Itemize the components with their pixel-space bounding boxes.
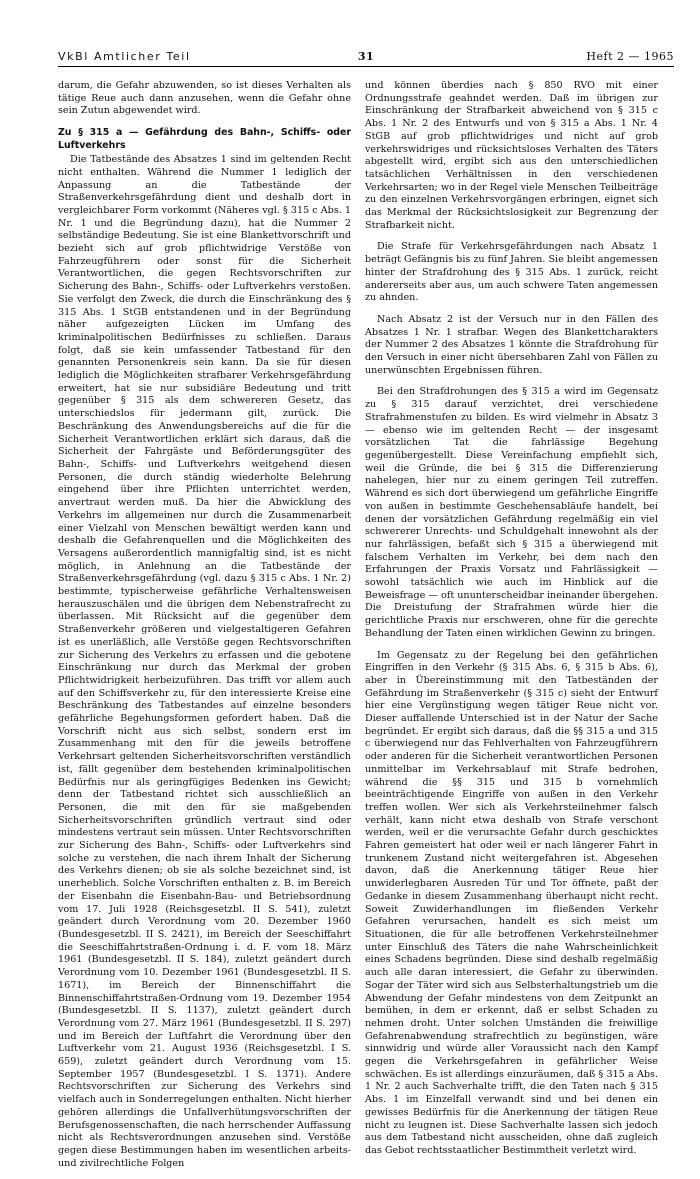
header-rule — [58, 66, 674, 67]
left-column — [58, 80, 351, 1179]
paragraph: Die Tatbestände des Absatzes 1 sind im geltenden Recht nicht enthalten. Während die Nummer 1 lediglich der Anpassung an die Tatbestände der Straßenverkehrsgefährdung dient und deshalb dort in vergleichbarer Form vorkommt (Näheres vgl. § 315 c Abs. 1 Nr. 1 und die Begründung dazu), hat die Nummer 2 selbständige Bedeutung. Sie ist eine Blankettvorschrift und bezieht sich auf grob pflichtwidrige Verstöße von Fahrzeugführern oder sonst für die Sicherheit Verantwortlichen, die gegen Rechtsvorschriften zur Sicherung des Bahn-, Schiffs- oder Luftverkehrs verstoßen. Sie verfolgt den Zweck, die durch die Einschränkung des § 315 Abs. 1 StGB entstandenen und in der Begründung näher aufgezeigten Lücken im Umfang des kriminalpolitischen Bedürfnisses zu schließen. Daraus folgt, daß sie kein umfassender Tatbestand für den genannten Personenkreis sein kann. Da sie für diesen lediglich die Möglichkeiten strafbarer Verkehrsgefährdung erweitert, hat sie nur subsidiäre Bedeutung und tritt gegenüber § 315 als dem schwereren Gesetz, das unterschiedslos für jedermann gilt, zurück. Die Beschränkung des Anwendungsbereichs auf die für die Sicherheit Verantwortlichen erklärt sich daraus, daß die Sicherheit der Fahrgäste und Beförderungsgüter des Bahn-, Schiffs- und Luftverkehrs weitgehend diesen Personen, die durch ständig wiederholte Belehrung eingehend über ihre Pflichten unterrichtet werden, anvertraut werden muß. Da hier die Abwicklung des Verkehrs im allgemeinen nur durch die Zusammenarbeit einer Vielzahl von Menschen bewältigt werden kann und deshalb die Gefahrenquellen und die Möglichkeiten des Versagens außerordentlich mannigfaltig sind, ist es nicht möglich, in Anlehnung an die Tatbestände der Straßenverkehrsgefährdung (vgl. dazu § 315 c Abs. 1 Nr. 2) bestimmte, typischerweise gefährliche Verhaltensweisen herauszuschälen und die übrigen dem Nebenstrafrecht zu überlassen. Mit Rücksicht auf die gegenüber dem Straßenverkehr größeren und vielgestaltigeren Gefahren ist es unerläßlich, alle Verstöße gegen Rechtsvorschriften zur Sicherung des Verkehrs zu erfassen und die gebotene Einschränkung nur durch das Merkmal der groben Pflichtwidrigkeit herbeizuführen. Das trifft vor allem auch auf den Schiffsverkehr zu, für den interessierte Kreise eine Beschränkung des Tatbestandes auf einzelne besonders gefährliche Begehungsformen gefordert haben. Daß die Vorschrift nicht aus sich selbst, sondern erst im Zusammenhang mit den für die jeweils betroffene Verkehrsart geltenden Sicherheitsvorschriften verständlich ist, fällt gegenüber dem bestehenden kriminalpolitischen Bedürfnis nur als geringfügiges Bedenken ins Gewicht; denn der Tatbestand richtet sich ausschließlich an Personen, die mit den für sie maßgebenden Sicherheitsvorschriften gründlich vertraut sind oder mindestens vertraut sein müssen. Unter Rechtsvorschriften zur Sicherung des Bahn-, Schiffs- oder Luftverkehrs sind solche zu verstehen, die nach ihrem Inhalt der Sicherung des Verkehrs dienen; ob sie als solche bezeichnet sind, ist unerheblich. Solche Vorschriften enthalten z. B. im Bereich der Eisenbahn die Eisenbahn-Bau- und Betriebsordnung vom 17. Juli 1928 (Reichsgesetzbl. II S. 541), zuletzt geändert durch Verordnung vom 20. Dezember 1960 (Bundesgesetzbl. II S. 2421), im Bereich der Seeschiffahrt die Seeschiffahrtstraßen-Ordnung i. d. F. vom 18. März 1961 (Bundesgesetzbl. II S. 184), zuletzt geändert durch Verordnung vom 10. Dezember 1961 (Bundesgesetzbl. II S. 1671), im Bereich der Binnenschiffahrt die Binnenschiffahrtstraßen-Ordnung vom 19. Dezember 1954 (Bundesgesetzbl. II S. 1137), zuletzt geändert durch Verordnung vom 27. März 1961 (Bundesgesetzbl. II S. 297) und im Bereich der Luftfahrt die Verordnung über den Luftverkehr vom 21. August 1936 (Reichsgesetzbl. I S. 659), zuletzt geändert durch Verordnung vom 15. September 1957 (Bundesgesetzbl. I S. 1371). Andere Rechtsvorschriften zur Sicherung des Verkehrs sind vielfach auch in Sonderregelungen enthalten. Nicht hierher gehören allerdings die Unfallverhütungsvorschriften der Berufsgenossenschaften, die nach herrschender Auffassung nicht als Rechtsverordnungen anzusehen sind. Verstöße gegen diese Bestimmungen haben im wesentlichen arbeits- und zivilrechtliche Folgen — [58, 154, 351, 1169]
paragraph: und können überdies nach § 850 RVO mit einer Ordnungsstrafe geahndet werden. Daß im übrigen zur Einschränkung der Strafbarkeit abweichend von § 315 c Abs. 1 Nr. 2 des Entwurfs und von § 315 a Abs. 1 Nr. 4 StGB auf grob pflichtwidriges und nicht auf grob verkehrswidriges und rücksichtsloses Verhalten des Täters abgestellt wird, ergibt sich aus den unterschiedlichen tatsächlichen Verhältnissen in den verschiedenen Verkehrsarten; wo in der Regel viele Menschen Teilbeiträge zu den einzelnen Verkehrsvorgängen erbringen, eignet sich das Merkmal der Rücksichtslosigkeit zur Begrenzung der Strafbarkeit nicht. — [365, 80, 658, 231]
section-heading: Zu § 315 a — Gefährdung des Bahn-, Schiffs- oder Luftverkehrs — [58, 127, 351, 151]
page-number: 31 — [357, 50, 375, 63]
paragraph: Im Gegensatz zu der Regelung bei den gefährlichen Eingriffen in den Verkehr (§ 315 Abs. 6, § 315 b Abs. 6), aber in Übereinstimmung mit den Tatbeständen der Gefährdung im Straßenverkehr (§ 315 c) sieht der Entwurf hier eine Vergünstigung wegen tätiger Reue nicht vor. Dieser auffallende Unterschied ist in der Natur der Sache begründet. Er ergibt sich daraus, daß die §§ 315 a und 315 c überwiegend nur das Fehlverhalten von Fahrzeugführern oder anderen für die Sicherheit verantwortlichen Personen unmittelbar im Verkehrsablauf mit Strafe bedrohen, während die §§ 315 und 315 b vornehmlich beeinträchtigende Eingriffe von außen in den Verkehr treffen wollen. Wer sich als Verkehrsteilnehmer falsch verhält, kann nicht etwa deshalb von Strafe verschont werden, weil er die verursachte Gefahr durch geschicktes Fahren gemeistert hat oder weil er nach längerer Fahrt in trunkenem Zustand nicht weitergefahren ist. Abgesehen davon, daß die Anerkennung tätiger Reue hier unwiderlegbaren Ausreden Tür und Tor öffnete, paßt der Gedanke in diesem Zusammenhang überhaupt nicht recht. Soweit Zuwiderhandlungen im fließenden Verkehr Gefahren verursachen, handelt es sich meist um Situationen, die für alle betroffenen Verkehrsteilnehmer unter Einschluß des Täters die nahe Wahrscheinlichkeit eines Schadens begründen. Diese sind deshalb regelmäßig auch alle daran interessiert, die Gefahr zu überwinden. Sogar der Täter wird sich aus Selbsterhaltungstrieb um die Abwendung der Gefahr mindestens von dem Zeitpunkt an bemühen, in dem er erkennt, daß er selbst Schaden zu nehmen droht. Unter solchen Umständen die freiwillige Gefahrenabwendung strafrechtlich zu begünstigen, wäre sinnwidrig und würde aller Voraussicht nach den Kampf gegen die Verkehrsgefahren in gefährlicher Weise schwächen. Es ist allerdings einzuräumen, daß § 315 a Abs. 1 Nr. 2 auch Sachverhalte trifft, die den Taten nach § 315 Abs. 1 im Einzelfall verwandt sind und bei denen ein gewisses Bedürfnis für die Anerkennung der tätigen Reue nicht zu leugnen ist. Diese Sachverhalte lassen sich jedoch aus dem Tatbestand nicht ausscheiden, ohne daß zugleich das Gebot rechtsstaatlicher Bestimmtheit verletzt wird. — [365, 649, 658, 1156]
paragraph: Bei den Strafdrohungen des § 315 a wird im Gegensatz zu § 315 darauf verzichtet, drei verschiedene Strafrahmenstufen zu bilden. Es wird vielmehr in Absatz 3 — ebenso wie im geltenden Recht — der insgesamt vorsätzlichen Tat die fahrlässige Begehung gegenübergestellt. Diese Vereinfachung empfiehlt sich, weil die Gründe, die bei § 315 die Differenzierung nahelegen, hier nur zu einem geringen Teil zutreffen. Während es sich dort überwiegend um gefährliche Eingriffe von außen in bestimmte Geschehensabläufe handelt, bei denen der vorsätzlichen Gefährdung regelmäßig ein viel schwererer Unrechts- und Schuldgehalt innewohnt als der nur fahrlässigen, befaßt sich § 315 a überwiegend mit falschem Verhalten im Verkehr, bei dem nach den Erfahrungen der Praxis Vorsatz und Fahrlässigkeit — sowohl tatsächlich wie auch im Hinblick auf die Beweisfrage — oft ununterscheidbar ineinander übergehen. Die Dreistufung der Strafrahmen würde hier die gerichtliche Praxis nur erschweren, ohne für die gerechte Behandlung der Taten einen wirklichen Gewinn zu bringen. — [365, 386, 658, 639]
paragraph: Nach Absatz 2 ist der Versuch nur in den Fällen des Absatzes 1 Nr. 1 strafbar. Wegen des Blankettcharakters der Nummer 2 des Absatzes 1 könnte die Strafdrohung für den Versuch in einer nicht übersehbaren Zahl von Fällen zu unerwünschten Ergebnissen führen. — [365, 313, 658, 376]
right-column — [365, 80, 658, 1167]
journal-title: VkBl Amtlicher Teil — [58, 50, 191, 63]
paragraph: Die Strafe für Verkehrsgefährdungen nach Absatz 1 beträgt Gefängnis bis zu fünf Jahren. Sie bleibt angemessen hinter der Strafdrohung des § 315 Abs. 1 zurück, reicht andererseits aber aus, um auch schwere Taten angemessen zu ahnden. — [365, 241, 659, 304]
paragraph: darum, die Gefahr abzuwenden, so ist dieses Verhalten als tätige Reue auch dann anzusehen, wenn die Gefahr ohne sein Zutun abgewendet wird. — [58, 80, 351, 117]
issue-label: Heft 2 — 1965 — [586, 50, 674, 63]
